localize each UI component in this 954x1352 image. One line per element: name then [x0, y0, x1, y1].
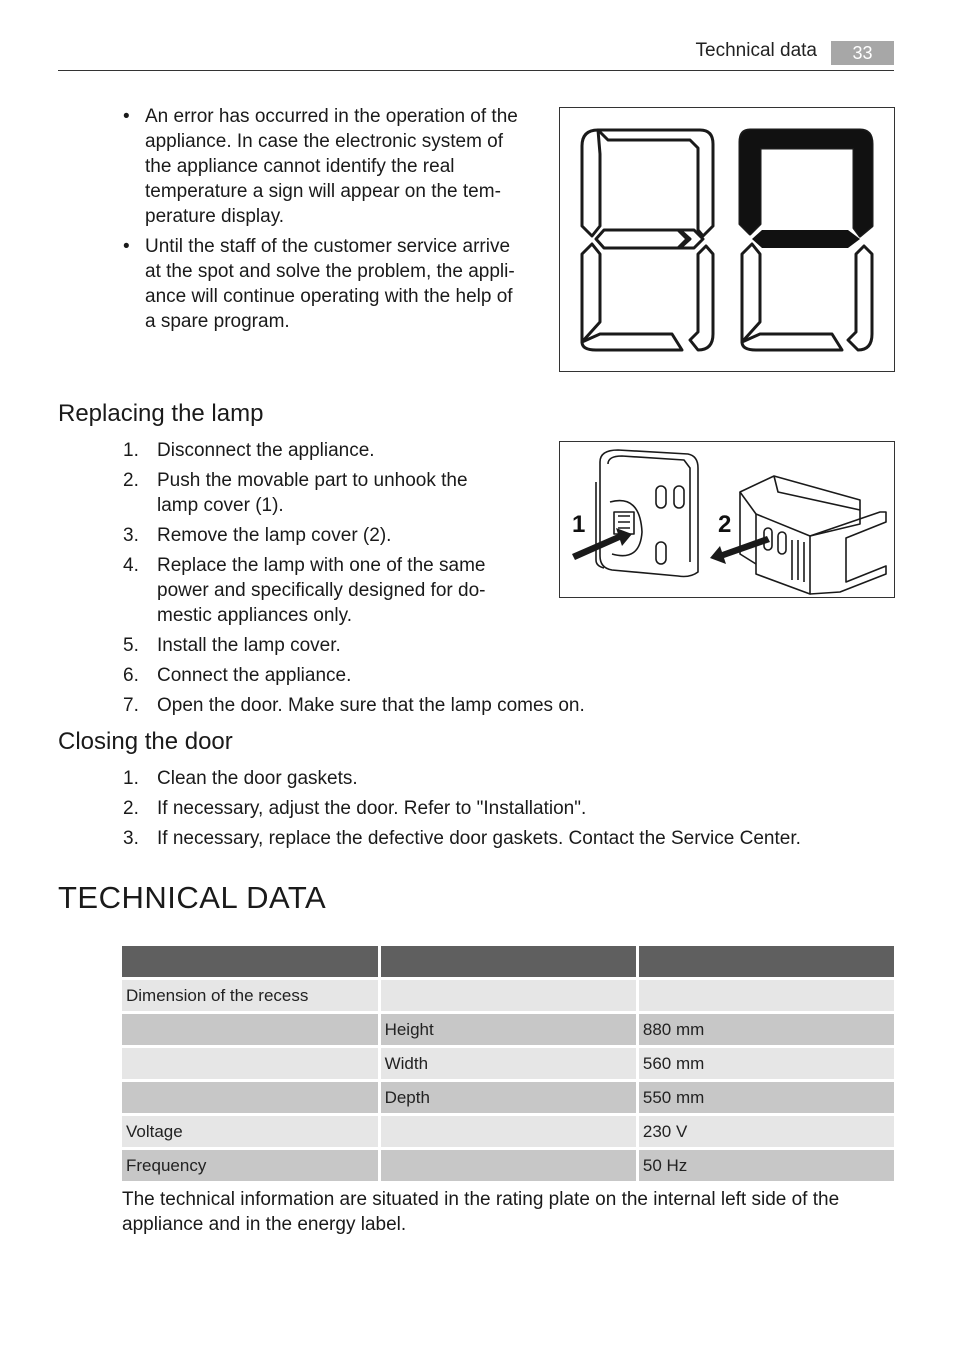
figure-label-2: 2 [718, 511, 732, 538]
table-row: Height 880 mm [122, 1014, 894, 1045]
table-row: Width 560 mm [122, 1048, 894, 1079]
page-number: 33 [831, 41, 894, 65]
lamp-steps [123, 438, 593, 723]
table-row: Frequency 50 Hz [122, 1150, 894, 1181]
lamp-step: 1. Disconnect the appliance. [123, 440, 375, 461]
figure-label-1: 1 [572, 511, 586, 538]
technical-data-heading: TECHNICAL DATA [58, 880, 327, 915]
lamp-figure [559, 441, 895, 598]
door-step: 1. Clean the door gaskets. [123, 768, 358, 789]
lamp-step: 6. Connect the appliance. [123, 665, 352, 686]
lamp-step: 2. Push the movable part to unhook the lamp cover (1). [123, 470, 468, 516]
header-section-title: Technical data [695, 40, 817, 61]
door-heading: Closing the door [58, 728, 233, 755]
lamp-step: 7. Open the door. Make sure that the lamp comes on. [123, 695, 585, 716]
error-note-1: • An error has occurred in the operation of the appliance. In case the electronic system of the appliance cannot identify the real temperature a sign will appear on the tem-perature display. [123, 104, 528, 229]
technical-footer-note: The technical information are situated in the rating plate on the internal left side of the appliance and in the energy label. [122, 1189, 840, 1235]
lamp-heading: Replacing the lamp [58, 400, 264, 427]
table-row: Voltage 230 V [122, 1116, 894, 1147]
table-row: Depth 550 mm [122, 1082, 894, 1113]
technical-data-table [119, 943, 897, 1184]
lamp-step: 3. Remove the lamp cover (2). [123, 525, 392, 546]
error-display-figure [559, 107, 895, 372]
door-steps [123, 766, 903, 856]
lamp-step: 4. Replace the lamp with one of the same power and specifically designed for do-mestic appliances only. [123, 555, 486, 626]
lamp-step: 5. Install the lamp cover. [123, 635, 341, 656]
error-note-2: • Until the staff of the customer service arrive at the spot and solve the problem, the appli-ance will continue operating with the help of a spare program. [123, 234, 528, 334]
lamp-cover-illustration [560, 442, 894, 597]
door-step: 3. If necessary, replace the defective door gaskets. Contact the Service Center. [123, 828, 801, 849]
error-display-icon [560, 108, 894, 371]
header-rule [58, 70, 894, 71]
error-notes [123, 104, 528, 339]
door-step: 2. If necessary, adjust the door. Refer to "Installation". [123, 798, 587, 819]
table-row: Dimension of the recess [122, 980, 894, 1011]
table-header-row [122, 946, 894, 977]
